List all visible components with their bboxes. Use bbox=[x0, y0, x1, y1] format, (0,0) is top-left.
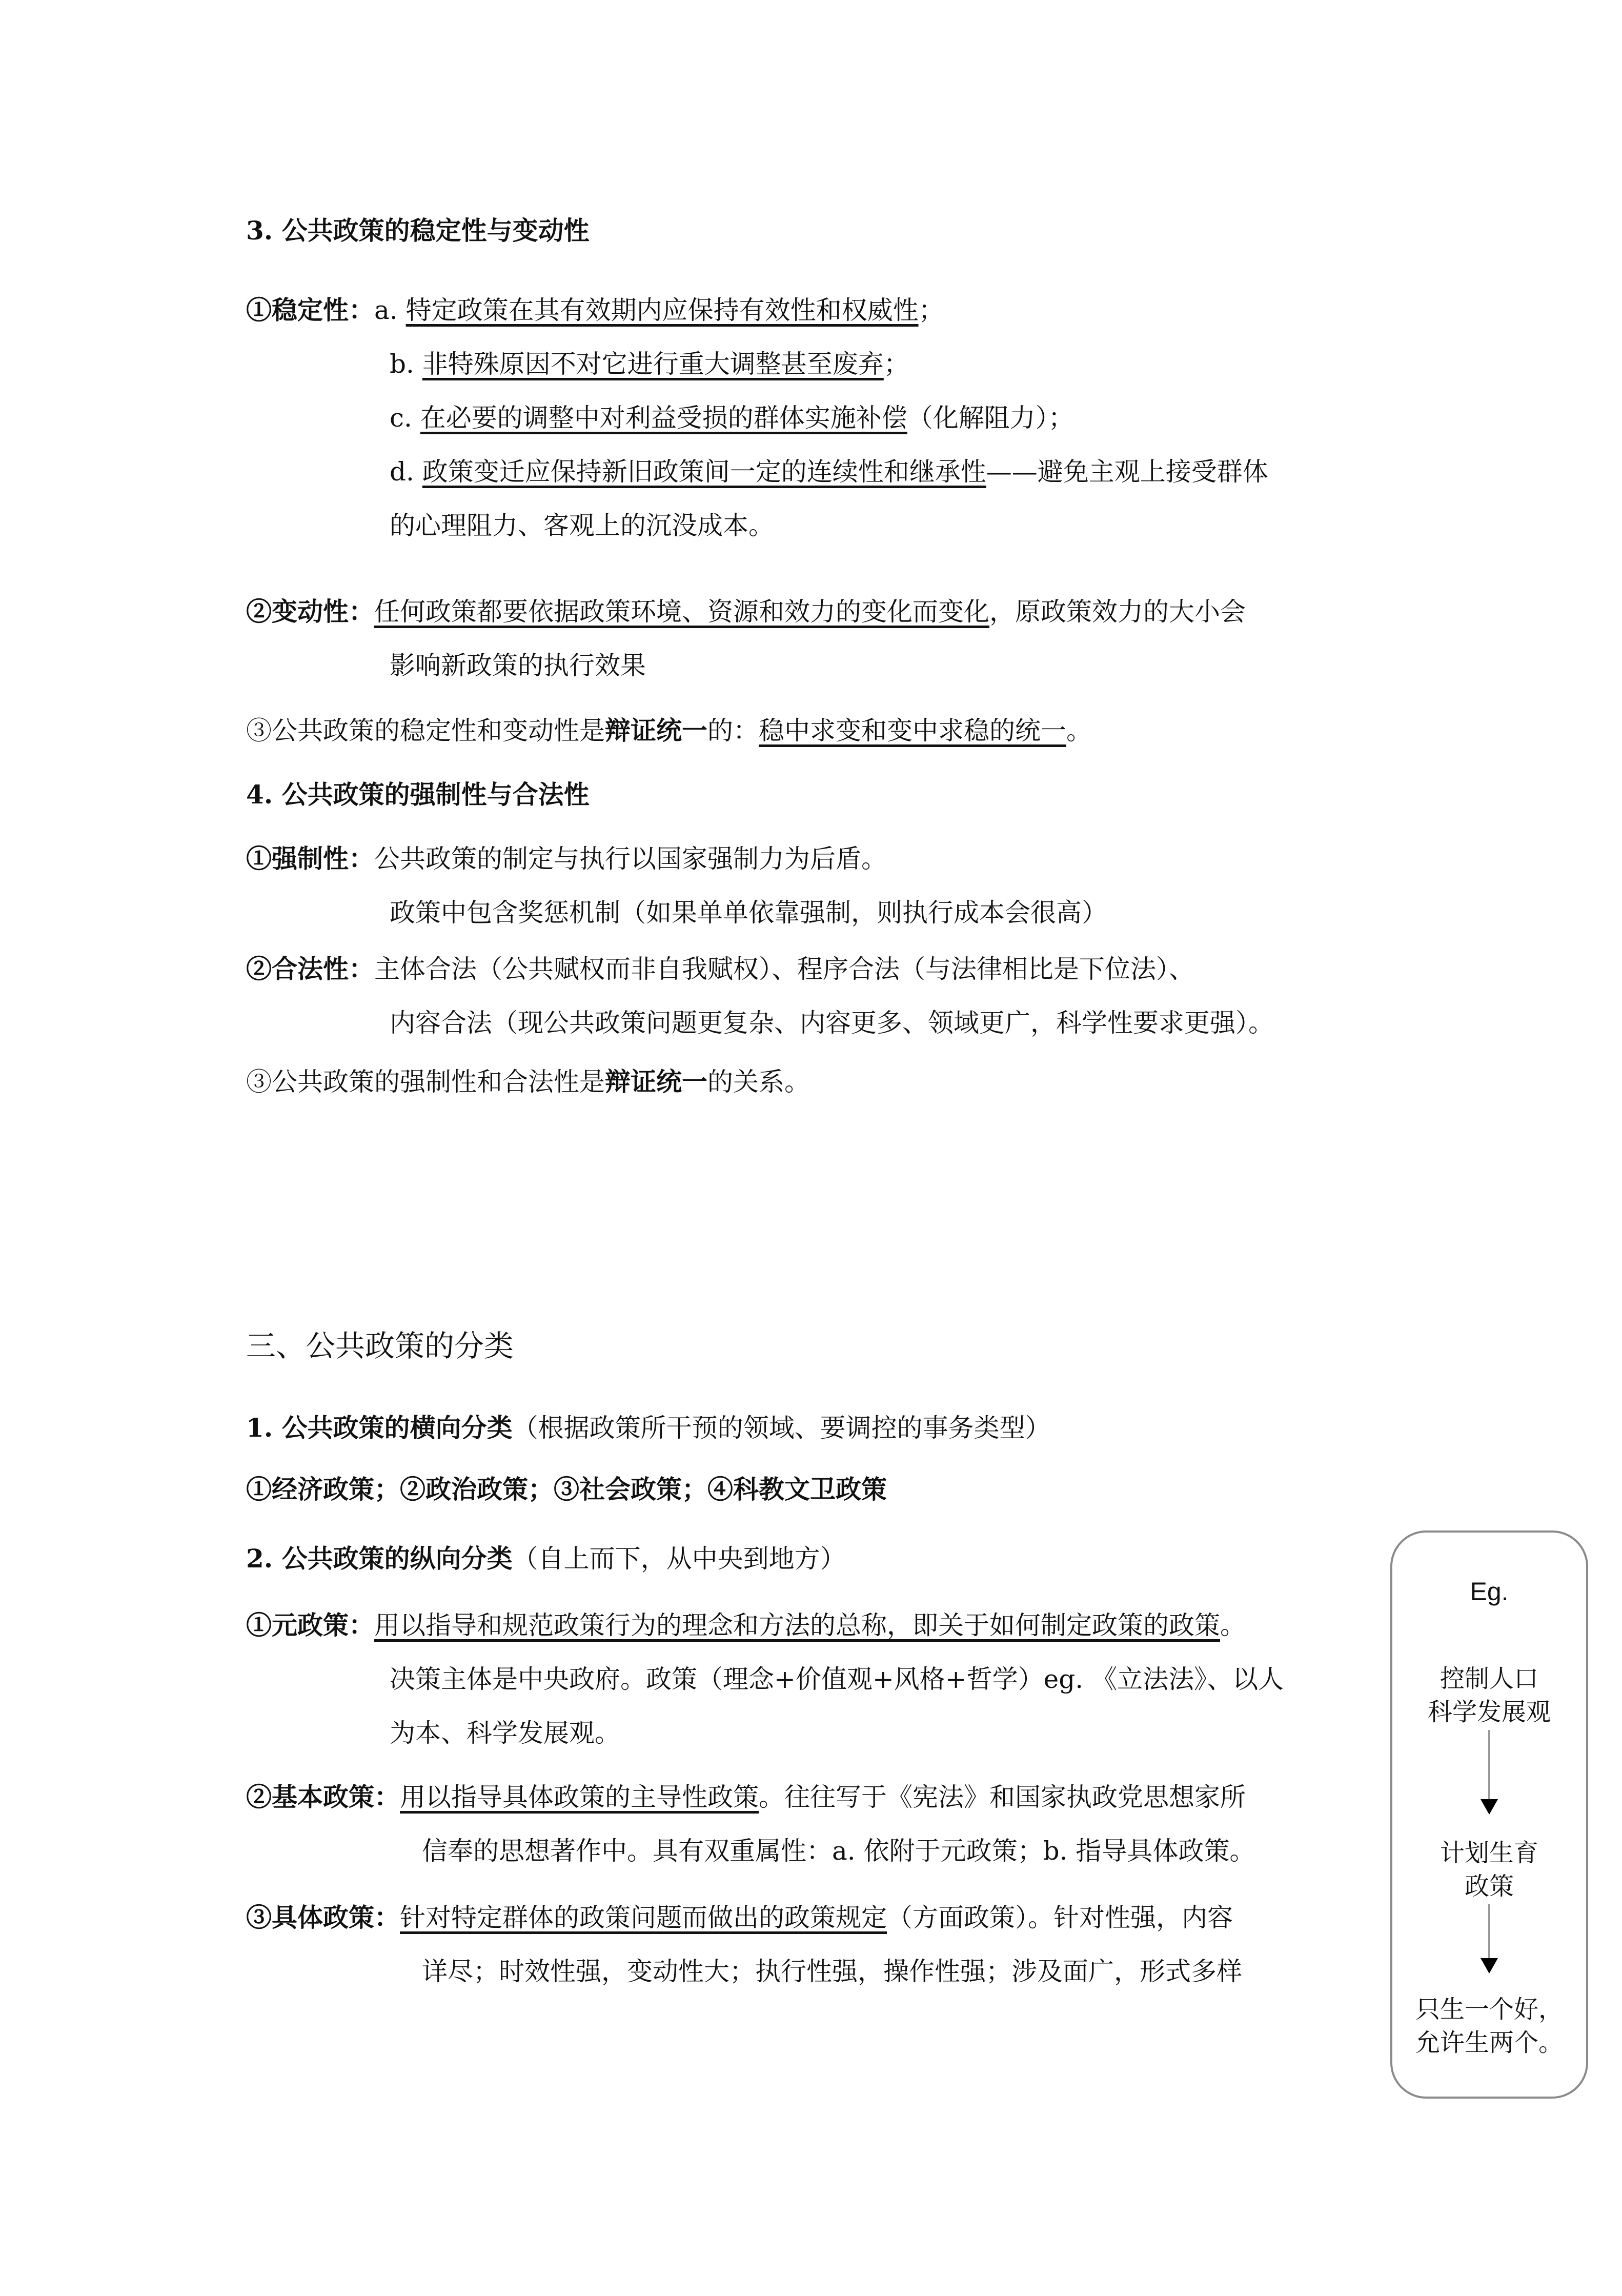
example-step1-line1: 控制人口 bbox=[1439, 1664, 1538, 1693]
variability-paragraph bbox=[246, 596, 1246, 627]
coercive-label: ①强制性： bbox=[246, 843, 374, 874]
specific-policy-line2: 详尽；时效性强，变动性大；执行性强，操作性强；涉及面广，形式多样 bbox=[422, 1957, 1242, 1986]
specific-policy-paragraph bbox=[246, 1902, 1233, 1933]
underlined-text: 用以指导具体政策的主导性政策 bbox=[400, 1782, 759, 1812]
note-text: （化解阻力）； bbox=[907, 403, 1074, 433]
meta-policy-line2: 决策主体是中央政府。政策（理念+价值观+风格+哲学）eg. 《立法法》、以人 bbox=[390, 1664, 1284, 1694]
bold-term: 辩证统一 bbox=[605, 715, 707, 746]
body-text: 公共政策的制定与执行以国家强制力为后盾。 bbox=[374, 844, 887, 874]
arrow-down-icon bbox=[1481, 1799, 1498, 1815]
coercive-continued: 政策中包含奖惩机制（如果单单依靠强制，则执行成本会很高） bbox=[390, 898, 1107, 928]
section-heading-stability: 3. 公共政策的稳定性与变动性 bbox=[246, 215, 590, 246]
meta-policy-line3: 为本、科学发展观。 bbox=[390, 1718, 620, 1748]
subheading: 2. 公共政策的纵向分类 bbox=[246, 1543, 513, 1574]
coercive-paragraph bbox=[246, 843, 887, 874]
legality-label: ②合法性： bbox=[246, 954, 374, 984]
item-prefix: c. bbox=[390, 403, 420, 433]
specific-policy-label: ③具体政策： bbox=[246, 1902, 400, 1932]
basic-policy-line2: 信奉的思想著作中。具有双重属性：a. 依附于元政策；b. 指导具体政策。 bbox=[422, 1836, 1255, 1866]
body-text: ③公共政策的稳定性和变动性是 bbox=[246, 716, 605, 746]
body-text: 主体合法（公共赋权而非自我赋权）、程序合法（与法律相比是下位法）、 bbox=[374, 954, 1194, 984]
example-step2-line2: 政策 bbox=[1464, 1872, 1514, 1901]
example-step3-line2: 允许生两个。 bbox=[1415, 2028, 1563, 2057]
chapter-heading-classification: 三、公共政策的分类 bbox=[246, 1328, 514, 1363]
note-text: （根据政策所干预的领域、要调控的事务类型） bbox=[512, 1413, 1051, 1443]
arrow-shaft bbox=[1488, 1730, 1490, 1802]
underlined-text: 特定政策在其有效期内应保持有效性和权威性 bbox=[406, 295, 919, 325]
section-heading-coercion: 4. 公共政策的强制性与合法性 bbox=[246, 779, 590, 810]
punctuation: ； bbox=[918, 295, 944, 325]
coercion-dialectic bbox=[246, 1066, 810, 1097]
body-text: ③公共政策的强制性和合法性是 bbox=[246, 1067, 605, 1097]
arrow-shaft bbox=[1488, 1904, 1490, 1961]
stability-item-d bbox=[390, 456, 1268, 487]
punctuation: 。 bbox=[1220, 1610, 1246, 1640]
punctuation: ； bbox=[883, 349, 909, 379]
item-prefix: d. bbox=[390, 457, 422, 487]
stability-item-b bbox=[390, 349, 909, 379]
meta-policy-label: ①元政策： bbox=[246, 1610, 374, 1640]
vertical-classification-heading bbox=[246, 1543, 846, 1574]
stability-item-c bbox=[390, 402, 1074, 433]
arrow-down-icon bbox=[1481, 1958, 1498, 1973]
stability-item-a bbox=[246, 295, 944, 326]
example-step2-line1: 计划生育 bbox=[1439, 1839, 1538, 1867]
body-text: 的关系。 bbox=[707, 1067, 810, 1097]
note-text: （自上而下，从中央到地方） bbox=[512, 1544, 846, 1574]
horizontal-classification-heading bbox=[246, 1413, 1051, 1443]
example-step1-line2: 科学发展观 bbox=[1427, 1698, 1551, 1726]
note-text: ——避免主观上接受群体 bbox=[986, 457, 1268, 487]
variability-continued: 影响新政策的执行效果 bbox=[390, 651, 646, 680]
underlined-text: 针对特定群体的政策问题而做出的政策规定 bbox=[400, 1903, 887, 1932]
punctuation: 。 bbox=[1066, 716, 1092, 746]
meta-policy-paragraph bbox=[246, 1610, 1246, 1641]
stability-dialectic bbox=[246, 715, 1092, 746]
item-prefix: a. bbox=[374, 295, 406, 325]
underlined-text: 政策变迁应保持新旧政策间一定的连续性和继承性 bbox=[422, 457, 986, 487]
bold-term: 辩证统一 bbox=[605, 1066, 707, 1097]
example-title: Eg. bbox=[1470, 1577, 1509, 1606]
example-step3-line1: 只生一个好， bbox=[1415, 1995, 1563, 2024]
underlined-text: 用以指导和规范政策行为的理念和方法的总称，即关于如何制定政策的政策 bbox=[374, 1610, 1220, 1640]
body-text: ，原政策效力的大小会 bbox=[989, 597, 1246, 627]
basic-policy-label: ②基本政策： bbox=[246, 1782, 400, 1812]
basic-policy-paragraph bbox=[246, 1782, 1246, 1812]
horizontal-classification-items: ①经济政策；②政治政策；③社会政策；④科教文卫政策 bbox=[246, 1474, 887, 1504]
subheading: 1. 公共政策的横向分类 bbox=[246, 1413, 513, 1443]
legality-continued: 内容合法（现公共政策问题更复杂、内容更多、领域更广，科学性要求更强）。 bbox=[390, 1008, 1274, 1038]
underlined-text: 在必要的调整中对利益受损的群体实施补偿 bbox=[420, 403, 907, 433]
stability-label: ①稳定性： bbox=[246, 295, 374, 325]
stability-item-d-continued: 的心理阻力、客观上的沉没成本。 bbox=[390, 511, 774, 540]
item-prefix: b. bbox=[390, 349, 422, 379]
underlined-text: 任何政策都要依据政策环境、资源和效力的变化而变化 bbox=[374, 597, 989, 627]
body-text: （方面政策）。针对性强，内容 bbox=[887, 1903, 1233, 1932]
underlined-text: 稳中求变和变中求稳的统一 bbox=[759, 716, 1066, 746]
legality-paragraph bbox=[246, 954, 1194, 984]
example-box bbox=[1390, 1530, 1588, 2099]
body-text: 。往往写于《宪法》和国家执政党思想家所 bbox=[759, 1782, 1246, 1812]
body-text: 的： bbox=[707, 716, 759, 746]
variability-label: ②变动性： bbox=[246, 596, 374, 627]
underlined-text: 非特殊原因不对它进行重大调整甚至废弃 bbox=[422, 349, 884, 379]
